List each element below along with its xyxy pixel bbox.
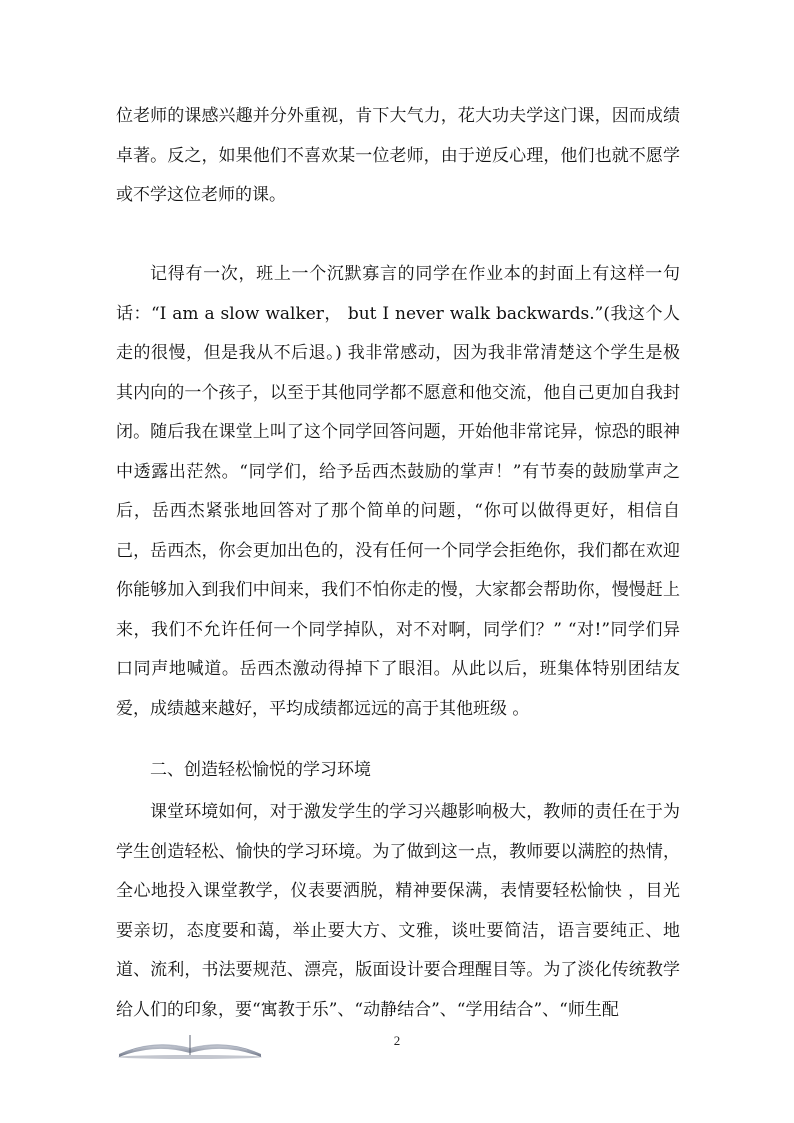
open-book-icon [115,1030,265,1060]
section-heading: 二、创造轻松愉悦的学习环境 [150,760,371,780]
page-number: 2 [393,1033,401,1048]
paragraph-continuation: 位老师的课感兴趣并分外重视，肯下大气力，花大功夫学这门课，因而成绩卓著。反之，如果他们不喜欢某一位老师，由于逆反心理，他们也就不愿学或不学这位老师的课。 [116,106,680,205]
paragraph-story: 记得有一次，班上一个沉默寡言的同学在作业本的封面上有这样一句话：“I am a slow walker， but I never walk backwards.”(我这个人走的很慢，但是我从不后退。) 我非常感动，因为我非常清楚这个学生是极其内向的一个孩子，以至于其他同学都不愿意和他交流，他自己更加自我封闭。随后我在课堂上叫了这个同学回答问题，开始他非常诧异，惊恐的眼神中透露出茫然。“同学们，给予岳西杰鼓励的掌声！”有节奏的鼓励掌声之后，岳西杰紧张地回答对了那个简单的问题，“你可以做得更好，相信自己，岳西杰，你会更加出色的，没有任何一个同学会拒绝你，我们都在欢迎你能够加入到我们中间来，我们不怕你走的慢，大家都会帮助你，慢慢赶上来，我们不允许任何一个同学掉队，对不对啊，同学们？” “对!”同学们异口同声地喊道。岳西杰激动得掉下了眼泪。从此以后，班集体特别团结友爱，成绩越来越好，平均成绩都远远的高于其他班级 。 [116,264,680,719]
paragraph-classroom-environment: 课堂环境如何，对于激发学生的学习兴趣影响极大，教师的责任在于为学生创造轻松、愉快的学习环境。为了做到这一点，教师要以满腔的热情，全心地投入课堂教学，仪表要洒脱，精神要保满，表情要轻松愉快 ，目光要亲切，态度要和蔼，举止要大方、文雅，谈吐要简洁，语言要纯正、地道、流利，书法要规范、漂亮，版面设计要合理醒目等。为了淡化传统教学给人们的印象，要“寓教于乐”、“动静结合”、“学用结合”、“师生配 [116,802,680,1020]
